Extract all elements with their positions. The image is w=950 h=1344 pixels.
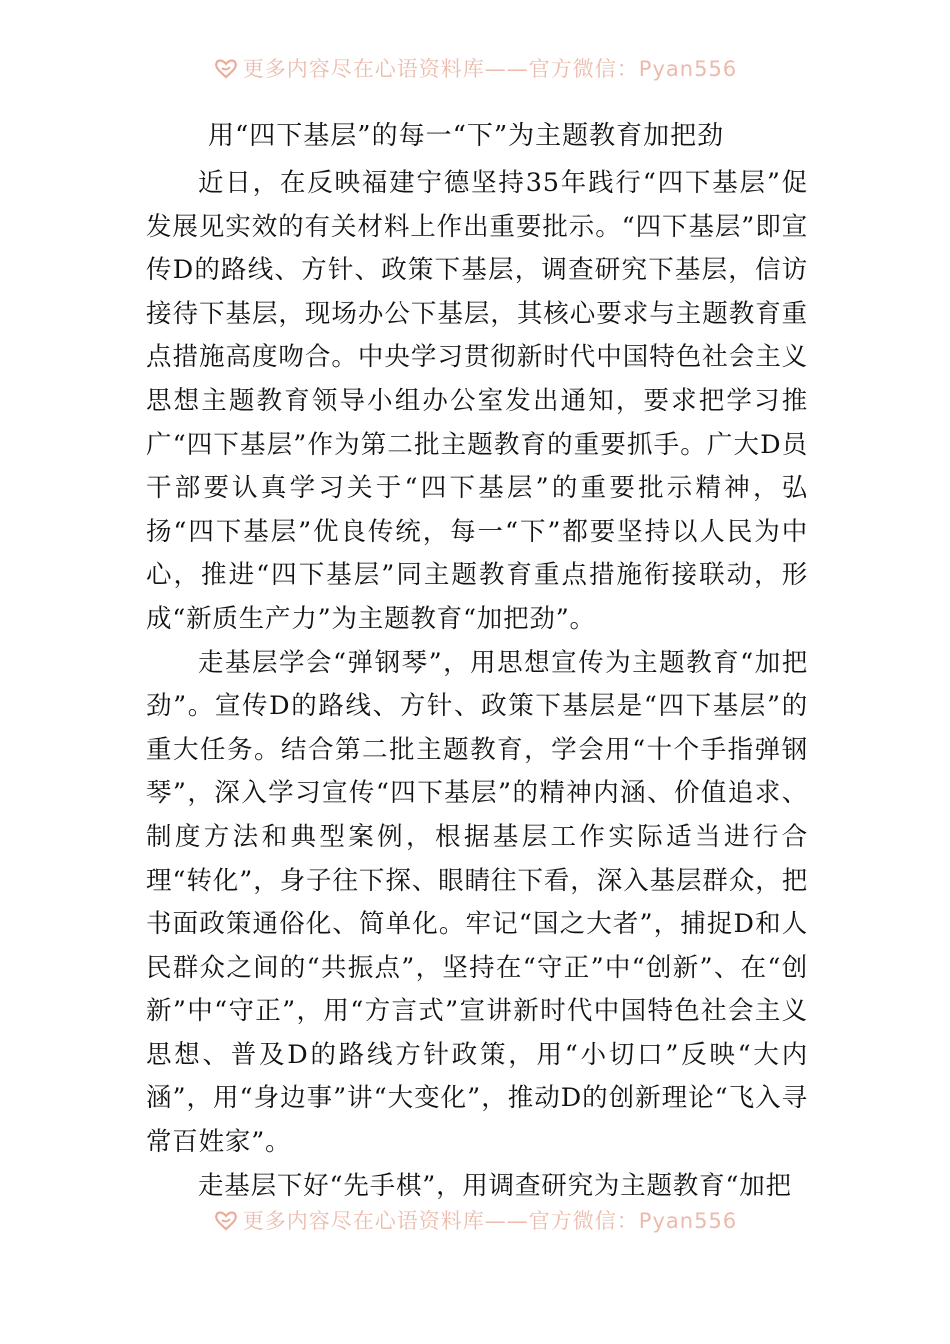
watermark-top bbox=[0, 50, 950, 86]
paragraph-1: 近日，在反映福建宁德坚持35年践行“四下基层”促发展见实效的有关材料上作出重要批示。“四下基层”即宣传D的路线、方针、政策下基层，调查研究下基层，信访接待下基层，现场办公下基层，其核心要求与主题教育重点措施高度吻合。中央学习贯彻新时代中国特色社会主义思想主题教育领导小组办公室发出通知，要求把学习推广“四下基层”作为第二批主题教育的重要抓手。广大D员干部要认真学习关于“四下基层”的重要批示精神，弘扬“四下基层”优良传统，每一“下”都要坚持以人民为中心，推进“四下基层”同主题教育重点措施衔接联动，形成“新质生产力”为主题教育“加把劲”。 bbox=[146, 168, 808, 634]
watermark-bottom bbox=[0, 1202, 950, 1238]
document-title: 用“四下基层”的每一“下”为主题教育加把劲 bbox=[208, 121, 725, 151]
watermark-text: 更多内容尽在心语资料库——官方微信：Pyan556 bbox=[242, 57, 738, 81]
heart-logo-icon bbox=[213, 55, 239, 81]
paragraph-2: 走基层学会“弹钢琴”，用思想宣传为主题教育“加把劲”。宣传D的路线、方针、政策下基层是“四下基层”的重大任务。结合第二批主题教育，学会用“十个手指弹钢琴”，深入学习宣传“四下基层”的精神内涵、价值追求、制度方法和典型案例，根据基层工作实际适当进行合理“转化”，身子往下探、眼睛往下看，深入基层群众，把书面政策通俗化、简单化。牢记“国之大者”，捕捉D和人民群众之间的“共振点”，坚持在“守正”中“创新”、在“创新”中“守正”，用“方言式”宣讲新时代中国特色社会主义思想、普及D的路线方针政策，用“小切口”反映“大内涵”，用“身边事”讲“大变化”，推动D的创新理论“飞入寻常百姓家”。 bbox=[146, 647, 808, 1158]
document-body bbox=[146, 112, 808, 1208]
paragraph-3: 走基层下好“先手棋”，用调查研究为主题教育“加把 bbox=[198, 1170, 792, 1201]
heart-logo-icon bbox=[213, 1207, 239, 1233]
watermark-text: 更多内容尽在心语资料库——官方微信：Pyan556 bbox=[242, 1209, 738, 1233]
